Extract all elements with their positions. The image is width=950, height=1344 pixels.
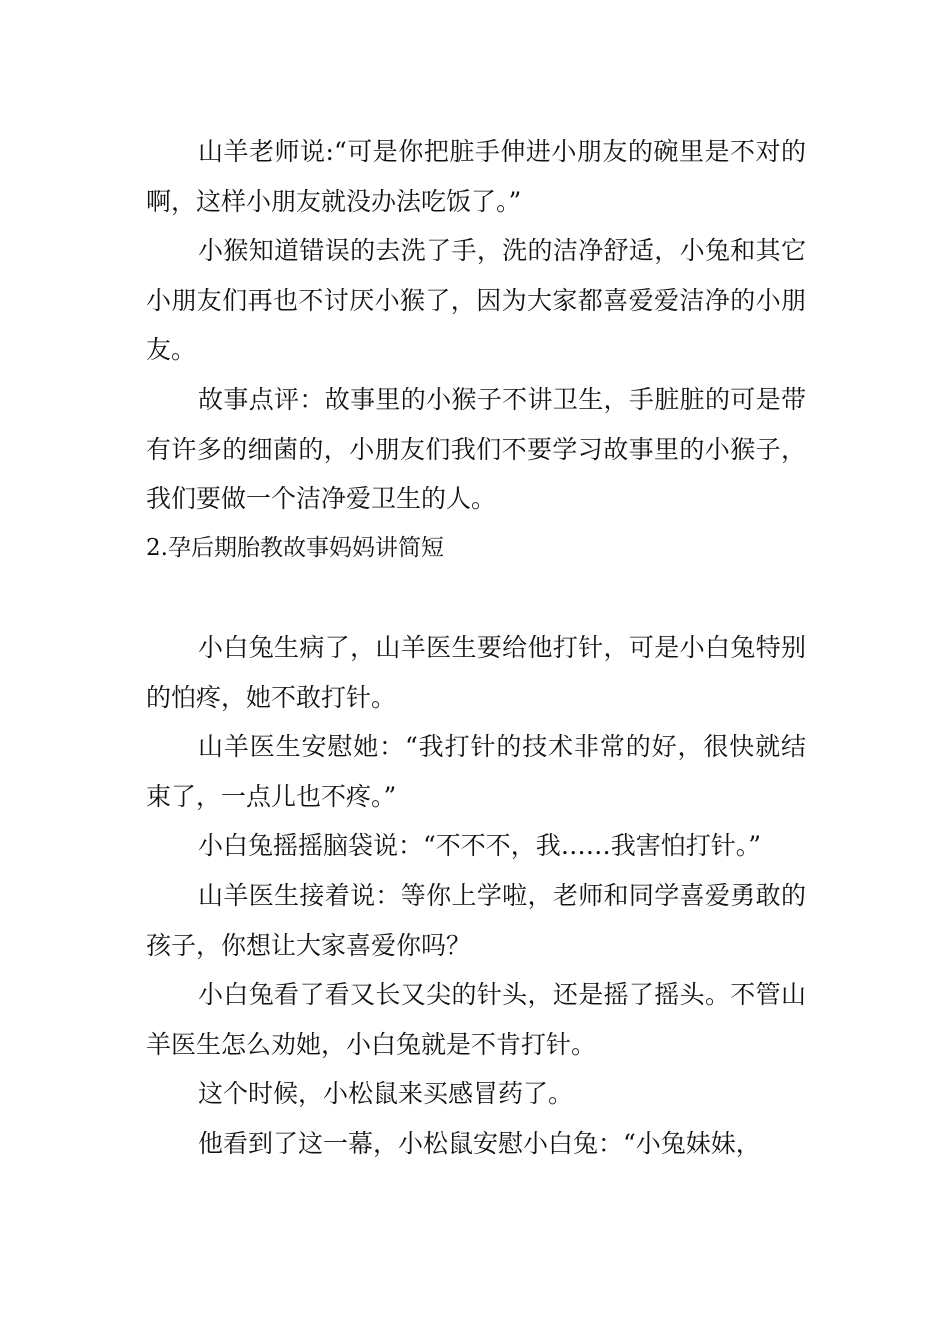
paragraph: 山羊医生接着说：等你上学啦，老师和同学喜爱勇敢的孩子，你想让大家喜爱你吗？: [146, 880, 806, 960]
paragraph: 这个时候，小松鼠来买感冒药了。: [198, 1079, 574, 1109]
paragraph: 他看到了这一幕，小松鼠安慰小白兔：“小兔妹妹，: [198, 1128, 761, 1158]
paragraph: 小白兔生病了，山羊医生要给他打针，可是小白兔特别的怕疼，她不敢打针。: [146, 632, 806, 712]
paragraph: 山羊医生安慰她：“我打针的技术非常的好，很快就结束了，一点儿也不疼。”: [146, 732, 806, 811]
paragraph: 小白兔摇摇脑袋说：“不不不，我……我害怕打针。”: [198, 831, 762, 861]
blank-line: [146, 573, 806, 623]
document-body: [146, 127, 806, 1168]
section-heading: 2.孕后期胎教故事妈妈讲简短: [146, 534, 444, 561]
paragraph: 山羊老师说:“可是你把脏手伸进小朋友的碗里是不对的啊，这样小朋友就没办法吃饭了。”: [146, 137, 806, 216]
paragraph: 故事点评：故事里的小猴子不讲卫生，手脏脏的可是带有许多的细菌的，小朋友们我们不要学习故事里的小猴子，我们要做一个洁净爱卫生的人。: [146, 384, 806, 514]
paragraph: 小白兔看了看又长又尖的针头，还是摇了摇头。不管山羊医生怎么劝她，小白兔就是不肯打针。: [146, 980, 806, 1059]
paragraph: 小猴知道错误的去洗了手，洗的洁净舒适，小兔和其它小朋友们再也不讨厌小猴了，因为大家都喜爱爱洁净的小朋友。: [146, 236, 806, 365]
